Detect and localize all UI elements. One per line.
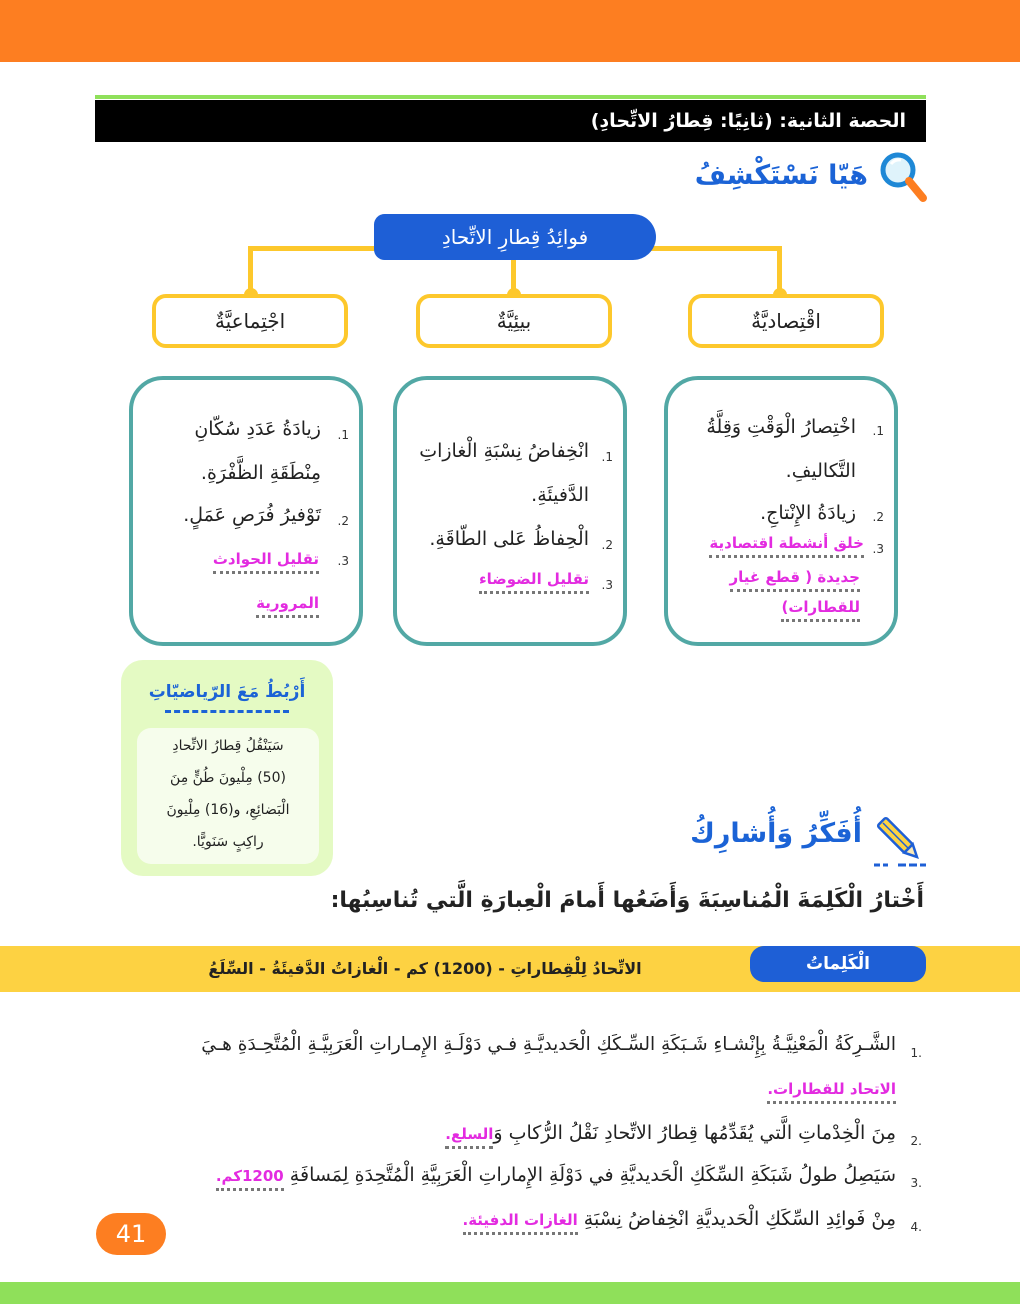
item-number: 2.	[872, 510, 884, 524]
item-number: 3.	[601, 578, 613, 592]
tree-connector	[777, 246, 782, 294]
item-number: 3.	[337, 554, 349, 568]
sentence-answer: 1200كم.	[216, 1167, 284, 1191]
sentence-answer: السلع.	[445, 1125, 493, 1149]
math-line: الْبَضائِعِ، و(16) مِلْيونَ	[166, 802, 290, 818]
category-economic-label: اقْتِصاديَّةٌ	[751, 309, 821, 333]
list-item: الدَّفيئَةِ.	[531, 484, 589, 506]
diagram-root	[374, 214, 656, 260]
answer-text: المرورية	[256, 594, 319, 612]
item-number: 3.	[872, 542, 884, 556]
list-item: التَّكاليفِ.	[785, 460, 856, 482]
math-link-card	[121, 660, 333, 876]
top-orange-bar	[0, 0, 1020, 62]
list-item: مِنْطَقَةِ الظَّفْرَةِ.	[200, 462, 321, 484]
sentence-answer: الغازات الدفيئة.	[463, 1211, 578, 1235]
sentence-number: 2.	[910, 1134, 922, 1148]
list-item: زيادَةُ الإِنْتاجِ.	[760, 502, 856, 524]
item-number: 1.	[337, 428, 349, 442]
social-benefits-box	[129, 376, 363, 646]
sentence: مِنْ فَوائِدِ السِّكَكِ الْحَديديَّةِ انْخِفاضُ نِسْبَةِ الغازات الدفيئة.	[463, 1208, 897, 1230]
list-item: الْحِفاظُ عَلى الطّاقَةِ.	[429, 528, 589, 550]
header-green-line	[95, 95, 926, 99]
math-link-title: أَرْبُطُ مَعَ الرّياضيّاتِ	[148, 682, 306, 702]
exercise-question: أَخْتارُ الْكَلِمَةَ الْمُناسِبَةَ وَأَضَعُها أَمامَ الْعِبارَةِ الَّتي تُناسِبُها:	[330, 888, 924, 913]
word-bank-label-text: الْكَلِماتُ	[806, 954, 870, 974]
category-social	[152, 294, 348, 348]
list-item: زيادَةُ عَدَدِ سُكّانِ	[194, 418, 321, 440]
answer-text: تقليل الحوادث	[213, 550, 319, 568]
sentence-number: 3.	[910, 1176, 922, 1190]
item-number: 2.	[337, 514, 349, 528]
environmental-benefits-box	[393, 376, 627, 646]
sentence-number: 1.	[910, 1046, 922, 1060]
page-number: 41	[115, 1220, 147, 1248]
explore-heading: هَيّا نَسْتَكْشِفُ	[694, 160, 868, 191]
item-number: 1.	[601, 450, 613, 464]
lesson-title: الحصة الثانية: (ثانِيًا: قِطارُ الاتِّحادِ)	[590, 110, 906, 132]
sentence-number: 4.	[910, 1220, 922, 1234]
answer-text: للقطارات)	[781, 598, 860, 616]
answer-text: تقليل الضوضاء	[479, 570, 589, 588]
category-social-label: اجْتِماعيَّةٌ	[214, 309, 286, 333]
answer-text: خلق أنشطة اقتصادية	[709, 534, 864, 552]
item-number: 2.	[601, 538, 613, 552]
magnifier-icon	[878, 150, 928, 204]
math-line: راكِبٍ سَنَويًّا.	[192, 834, 264, 850]
math-line: سَيَنْقُلُ قِطارُ الاتِّحادِ	[172, 738, 284, 754]
pencil-icon	[872, 812, 928, 868]
list-item: تَوْفيرُ فُرَصِ عَمَلٍ.	[183, 504, 321, 526]
diagram-root-label: فوائِدُ قِطارِ الاتِّحادِ	[441, 225, 589, 249]
bottom-green-bar	[0, 1282, 1020, 1304]
list-item: انْخِفاضُ نِسْبَةِ الْغازاتِ	[419, 440, 589, 462]
word-bank-label	[750, 946, 926, 982]
item-number: 1.	[872, 424, 884, 438]
economic-benefits-box	[664, 376, 898, 646]
category-economic	[688, 294, 884, 348]
list-item: اخْتِصارُ الْوَقْتِ وَقِلَّةُ	[706, 416, 856, 438]
page-number-badge	[96, 1213, 166, 1255]
answer-text: جديدة ( قطع غيار	[730, 568, 860, 586]
category-environmental-label: بيئِيَّةٌ	[496, 309, 532, 333]
math-title-underline	[165, 710, 289, 713]
category-environmental	[416, 294, 612, 348]
sentence: مِنَ الْخِدْماتِ الَّتي يُقَدِّمُها قِطارُ الاتِّحادِ نَقْلُ الرُّكابِ وَالسلع.	[445, 1122, 896, 1144]
tree-connector	[248, 246, 253, 294]
lesson-title-bar	[95, 100, 926, 142]
think-share-heading: أُفَكِّرُ وَأُشارِكُ	[690, 818, 862, 849]
sentence: سَيَصِلُ طولُ شَبَكَةِ السِّكَكِ الْحَديديَّةِ في دَوْلَةِ الإِماراتِ الْعَرَبِيَّةِ الْمُتَّحِدَةِ لِمَسافَةِ 1200كم.	[216, 1164, 896, 1186]
sentence-answer: الاتحاد للقطارات.	[767, 1080, 896, 1098]
sentence: الشَّـرِكَةُ الْمَعْنِيَّـةُ بِإِنْشـاءِ شَـبَكَةِ السِّـكَكِ الْحَديديَّـةِ فـي دَوْلَـةِ الإِمـاراتِ الْعَرَبِيَّـةِ الْمُتَّحِـدَةِ هـيَ	[201, 1034, 896, 1055]
math-line: (50) مِلْيونَ طُنٍّ مِنَ	[170, 770, 286, 786]
math-link-body	[137, 728, 319, 864]
word-bank-words: الاتِّحادُ لِلْقِطاراتِ - (1200) كم - الْغازاتُ الدَّفيئَةُ - السِّلَعُ	[208, 958, 642, 978]
